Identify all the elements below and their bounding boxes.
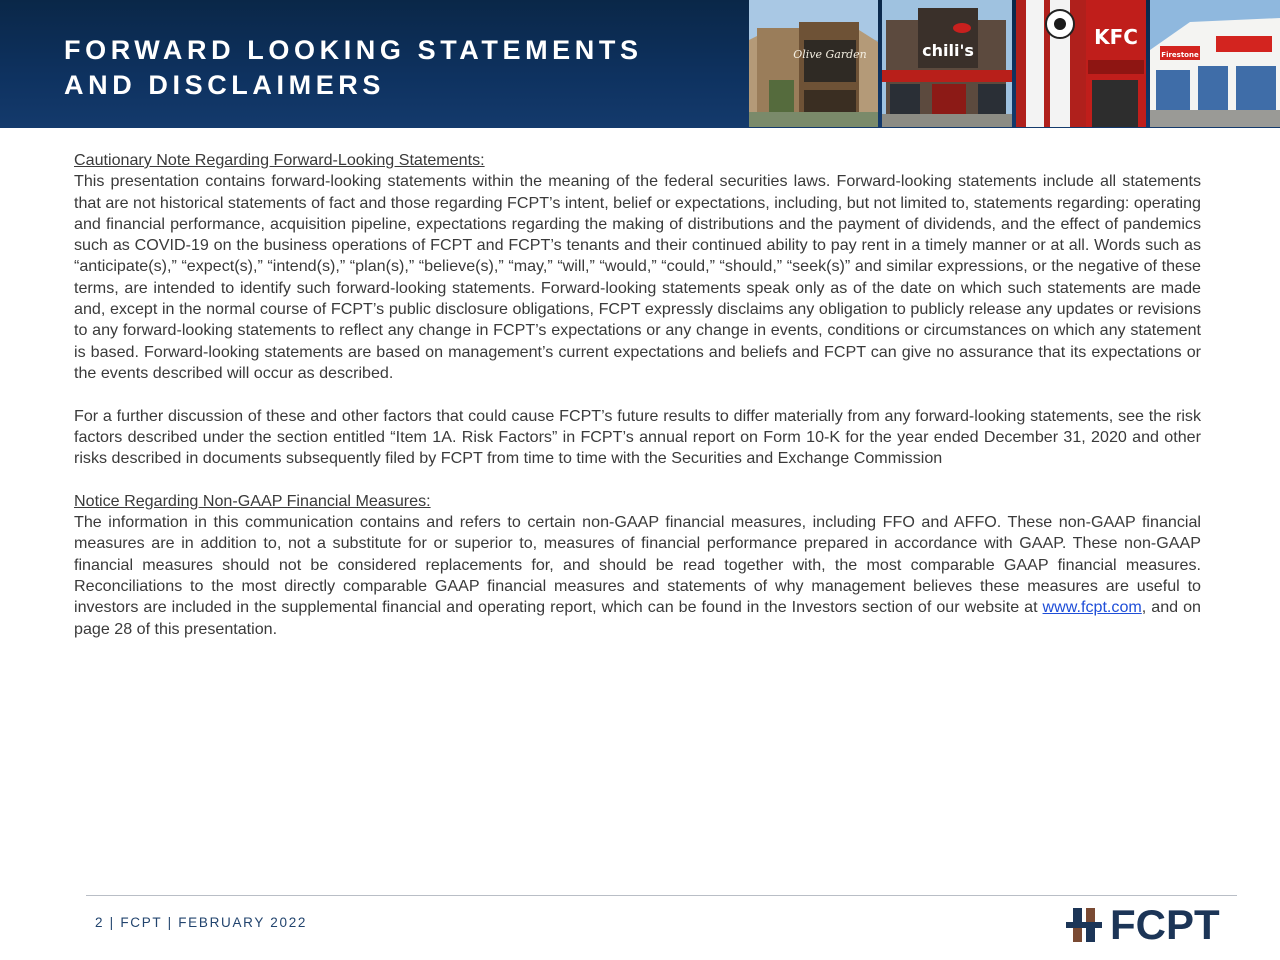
forward-looking-paragraph: This presentation contains forward-looking statements within the meaning of the federal securities laws. Forward-looking statements include all statements that are not historical statements of fact and those regarding FCPT’s intent, belief or expectations, including, but not limited to, statements regarding: operating and financial performance, acquisition pipeline, expectations regarding the making of distributions and the payment of dividends, and the effect of pandemics such as COVID-19 on the business operations of FCPT and FCPT’s tenants and their continued ability to pay rent in a timely manner or at all. Words such as “anticipate(s),” “expect(s),” “intend(s),” “plan(s),” “believe(s),” “may,” “will,” “would,” “could,” “should,” “seek(s)” and similar expressions, or the negative of these terms, are intended to identify such forward-looking statements. Forward-looking statements speak only as of the date on which such statements are made and, except in the normal course of FCPT’s public disclosure obligations, FCPT expressly disclaims any obligation to publicly release any updates or revisions to any forward-looking statements to reflect any change in FCPT’s expectations or any change in events, conditions or circumstances on which any statement is based. Forward-looking statements are based on management’s current expectations and beliefs and FCPT can give no assurance that its expectations or the events described will occur as described. xyxy=(74,172,1201,382)
forward-looking-heading: Cautionary Note Regarding Forward-Looking Statements: xyxy=(74,151,485,169)
fcpt-logo xyxy=(1064,901,1236,948)
firestone-photo xyxy=(1150,0,1280,127)
olive-garden-photo xyxy=(749,0,878,127)
chilis-photo xyxy=(882,0,1012,127)
page-title xyxy=(64,33,643,103)
photo-sign-olive: Olive Garden xyxy=(793,48,867,61)
photo-sign-chilis: chili's xyxy=(922,41,974,60)
header-banner xyxy=(0,0,1280,128)
disclaimer-body xyxy=(74,150,1201,640)
footer-page-info: 2 | FCPT | FEBRUARY 2022 xyxy=(95,915,308,930)
photo-sign-kfc: KFC xyxy=(1094,25,1138,49)
non-gaap-paragraph xyxy=(74,512,1201,640)
fcpt-logo-icon xyxy=(1066,908,1102,944)
non-gaap-heading: Notice Regarding Non-GAAP Financial Measures: xyxy=(74,491,431,510)
risk-factors-paragraph: For a further discussion of these and other factors that could cause FCPT’s future results to differ materially from any forward-looking statements, see the risk factors described under the section entitled “Item 1A. Risk Factors” in FCPT’s annual report on Form 10-K for the year ended December 31, 2020 and other risks described in documents subsequently filed by FCPT from time to time with the Securities and Exchange Commission xyxy=(74,406,1201,468)
footer-divider xyxy=(86,895,1237,896)
kfc-photo xyxy=(1016,0,1146,127)
website-link[interactable]: www.fcpt.com xyxy=(1042,598,1142,617)
photo-sign-firestone: Firestone xyxy=(1161,51,1199,59)
non-gaap-text-end: , and on page 28 of this presentation. xyxy=(74,598,1201,638)
non-gaap-text: The information in this communication contains and refers to certain non-GAAP financial measures, including FFO and AFFO. These non-GAAP financial measures are in addition to, not a substitute for or superior to, measures of financial performance prepared in accordance with GAAP. These non-GAAP financial measures should not be considered replacements for, and should be read together with, the most comparable GAAP financial measures. Reconciliations to the most directly comparable GAAP financial measures and statements of why management believes these measures are useful to investors are included in the supplemental financial and operating report, which can be found in the Investors section of our website at xyxy=(74,513,1201,617)
title-line-1: FORWARD LOOKING STATEMENTS xyxy=(64,35,643,65)
title-line-2: AND DISCLAIMERS xyxy=(64,70,386,100)
fcpt-logo-text: FCPT xyxy=(1110,901,1220,948)
